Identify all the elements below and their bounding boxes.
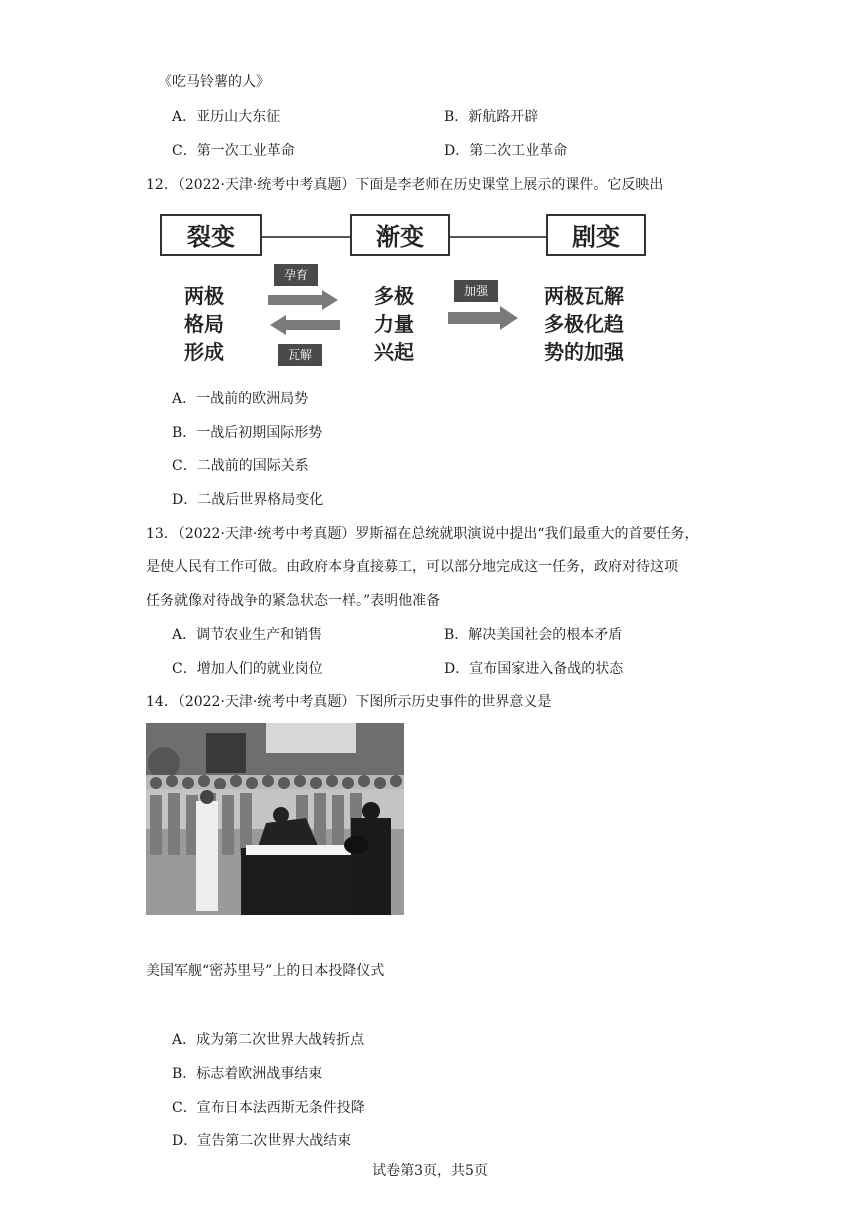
q12-option-c[interactable] (172, 456, 309, 476)
diagram-tag-nurture: 孕育 (274, 264, 318, 286)
option-text: 宣告第二次世界大战结束 (197, 1133, 352, 1149)
diagram-connector (262, 236, 350, 238)
option-letter: A． (172, 627, 197, 643)
option-text: 宣布日本法西斯无条件投降 (196, 1100, 365, 1116)
option-letter: B． (172, 1066, 197, 1082)
diagram-text-multipolar-rise: 多极 力量 兴起 (374, 284, 414, 364)
option-letter: C． (172, 661, 197, 677)
q12-stem: 12．（2022·天津·统考中考真题）下面是李老师在历史课堂上展示的课件。它反映出 (146, 177, 664, 193)
q12-diagram (160, 212, 650, 374)
right-arrow-icon (448, 306, 520, 330)
q14-option-d[interactable] (172, 1131, 351, 1151)
option-letter: D． (172, 1133, 198, 1149)
option-text: 调节农业生产和销售 (196, 627, 323, 643)
q14-stem: 14．（2022·天津·统考中考真题）下图所示历史事件的世界意义是 (146, 694, 552, 710)
option-text: 新航路开辟 (468, 109, 539, 125)
option-letter: A． (172, 391, 197, 407)
q13-stem-line-2: 是使人民有工作可做。由政府本身直接募工，可以部分地完成这一任务，政府对待这项 (146, 559, 678, 575)
option-text: 二战后世界格局变化 (197, 492, 324, 508)
option-letter: C． (172, 458, 197, 474)
option-text: 增加人们的就业岗位 (196, 661, 323, 677)
diagram-box-drastic: 剧变 (546, 214, 646, 256)
option-letter: D． (444, 661, 470, 677)
option-text: 宣布国家进入备战的状态 (469, 661, 624, 677)
artwork-title-line: 《吃马铃薯的人》 (158, 74, 270, 90)
diagram-connector (450, 236, 546, 238)
q13-stem-line-3: 任务就像对待战争的紧急状态一样。”表明他准备 (146, 593, 441, 609)
option-letter: B． (444, 627, 469, 643)
q13-option-d[interactable] (444, 659, 623, 679)
option-letter: C． (172, 1100, 197, 1116)
diagram-tag-strengthen: 加强 (454, 280, 498, 302)
q12-option-a[interactable] (172, 389, 308, 409)
q11-option-c[interactable] (172, 141, 295, 161)
surrender-ceremony-photo (146, 723, 404, 915)
option-letter: A． (172, 1032, 197, 1048)
page-footer: 试卷第3页，共5页 (372, 1163, 488, 1179)
option-letter: C． (172, 143, 197, 159)
option-letter: A． (172, 109, 197, 125)
q11-option-a[interactable] (172, 107, 280, 127)
q13-option-b[interactable] (444, 625, 622, 645)
option-letter: B． (444, 109, 469, 125)
option-text: 解决美国社会的根本矛盾 (468, 627, 623, 643)
q12-option-d[interactable] (172, 490, 323, 510)
option-text: 第一次工业革命 (196, 143, 295, 159)
diagram-tag-collapse: 瓦解 (278, 344, 322, 366)
option-letter: D． (444, 143, 470, 159)
q14-option-b[interactable] (172, 1064, 322, 1084)
option-text: 成为第二次世界大战转折点 (196, 1032, 365, 1048)
diagram-box-fission: 裂变 (160, 214, 262, 256)
photo-caption: 美国军舰“密苏里号”上的日本投降仪式 (146, 963, 385, 979)
option-text: 一战后初期国际形势 (196, 425, 323, 441)
double-arrow-icon (268, 290, 340, 338)
option-letter: B． (172, 425, 197, 441)
option-text: 亚历山大东征 (196, 109, 281, 125)
q11-option-b[interactable] (444, 107, 538, 127)
diagram-text-bipolar-collapse: 两极瓦解 多极化趋 势的加强 (544, 284, 624, 364)
q14-option-a[interactable] (172, 1030, 364, 1050)
q14-option-c[interactable] (172, 1098, 365, 1118)
option-text: 二战前的国际关系 (196, 458, 309, 474)
q13-stem-line-1: 13．（2022·天津·统考中考真题）罗斯福在总统就职演说中提出“我们最重大的首要任务， (146, 526, 699, 542)
option-text: 一战前的欧洲局势 (196, 391, 309, 407)
option-text: 标志着欧洲战事结束 (196, 1066, 323, 1082)
q13-option-a[interactable] (172, 625, 322, 645)
option-letter: D． (172, 492, 198, 508)
q12-option-b[interactable] (172, 423, 322, 443)
diagram-text-bipolar-formation: 两极 格局 形成 (184, 284, 224, 364)
option-text: 第二次工业革命 (469, 143, 568, 159)
q11-option-d[interactable] (444, 141, 567, 161)
diagram-box-gradual: 渐变 (350, 214, 450, 256)
q13-option-c[interactable] (172, 659, 323, 679)
